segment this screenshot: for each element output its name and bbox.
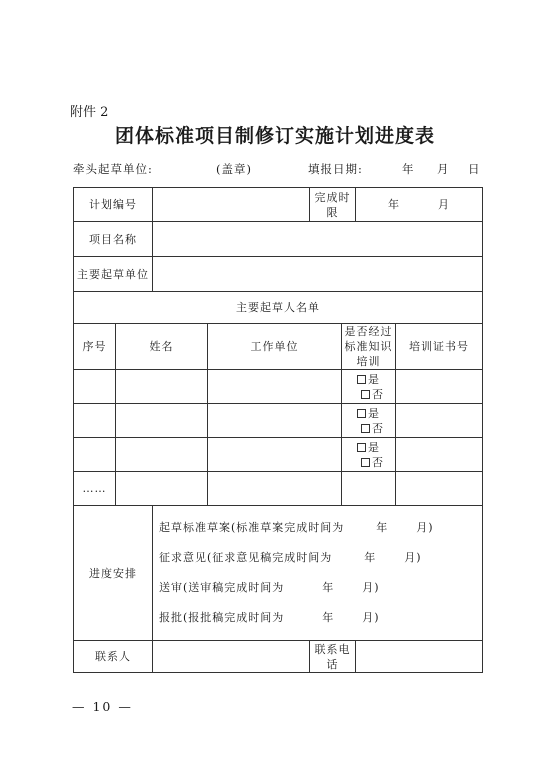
progress-year: 年 (376, 521, 389, 534)
date-year: 年 (402, 162, 415, 176)
checkbox-icon (361, 424, 370, 433)
project-name-row (74, 222, 483, 257)
no-option[interactable] (361, 387, 384, 402)
date-month: 月 (437, 162, 450, 176)
project-name-value[interactable] (153, 222, 483, 257)
col-work-unit: 工作单位 (208, 324, 342, 370)
progress-month: 月) (362, 611, 380, 624)
progress-year: 年 (364, 551, 377, 564)
progress-month: 月) (404, 551, 422, 564)
progress-month: 月) (362, 581, 380, 594)
col-cert-no: 培训证书号 (396, 324, 483, 370)
seq-cell[interactable] (74, 370, 116, 404)
col-trained: 是否经过标准知识培训 (342, 324, 396, 370)
name-cell[interactable] (116, 472, 208, 506)
progress-line-draft (159, 513, 482, 543)
yes-label: 是 (368, 372, 381, 386)
seal-note: (盖章) (216, 162, 252, 176)
progress-text: 起草标准草案(标准草案完成时间为 (159, 521, 345, 534)
table-row (74, 472, 483, 506)
seq-cell[interactable] (74, 438, 116, 472)
drafters-list-title: 主要起草人名单 (74, 292, 483, 324)
table-row (74, 370, 483, 404)
date-day: 日 (468, 162, 481, 176)
progress-line-review (159, 573, 482, 603)
seq-cell[interactable] (74, 404, 116, 438)
plan-number-row (74, 188, 483, 222)
progress-text: 送审(送审稿完成时间为 (159, 581, 285, 594)
progress-row (74, 506, 483, 641)
phone-value[interactable] (356, 641, 483, 673)
progress-text: 报批(报批稿完成时间为 (159, 611, 285, 624)
main-drafting-unit-label: 主要起草单位 (74, 257, 153, 292)
page-number: — 10 — (72, 699, 133, 714)
checkbox-icon (361, 390, 370, 399)
trained-cell (342, 438, 396, 472)
work-unit-cell[interactable] (208, 438, 342, 472)
col-name: 姓名 (116, 324, 208, 370)
plan-number-label: 计划编号 (74, 188, 153, 222)
table-row (74, 438, 483, 472)
cert-no-cell[interactable] (396, 370, 483, 404)
project-name-label: 项目名称 (74, 222, 153, 257)
checkbox-icon (357, 409, 366, 418)
ellipsis-cell: …… (74, 472, 116, 506)
progress-label: 进度安排 (74, 506, 153, 641)
checkbox-icon (357, 375, 366, 384)
yes-option[interactable] (357, 372, 380, 387)
progress-year: 年 (322, 581, 335, 594)
completion-deadline-label: 完成时限 (310, 188, 356, 222)
yes-option[interactable] (357, 440, 380, 455)
name-cell[interactable] (116, 438, 208, 472)
progress-month: 月) (416, 521, 434, 534)
main-drafting-unit-row (74, 257, 483, 292)
work-unit-cell[interactable] (208, 472, 342, 506)
drafters-header-row (74, 324, 483, 370)
checkbox-icon (361, 458, 370, 467)
no-label: 否 (372, 455, 385, 469)
no-option[interactable] (361, 421, 384, 436)
trained-cell[interactable] (342, 472, 396, 506)
cert-no-cell[interactable] (396, 438, 483, 472)
trained-cell (342, 370, 396, 404)
name-cell[interactable] (116, 370, 208, 404)
form-title: 团体标准项目制修订实施计划进度表 (114, 125, 435, 147)
contact-label: 联系人 (74, 641, 153, 673)
progress-year: 年 (322, 611, 335, 624)
fill-date-label: 填报日期: (308, 162, 363, 176)
main-drafting-unit-value[interactable] (153, 257, 483, 292)
progress-text: 征求意见(征求意见稿完成时间为 (159, 551, 333, 564)
progress-schedule (153, 506, 483, 641)
no-label: 否 (372, 421, 385, 435)
lead-unit-label: 牵头起草单位: (73, 162, 153, 176)
cert-no-cell[interactable] (396, 472, 483, 506)
yes-label: 是 (368, 406, 381, 420)
yes-option[interactable] (357, 406, 380, 421)
work-unit-cell[interactable] (208, 404, 342, 438)
name-cell[interactable] (116, 404, 208, 438)
deadline-year: 年 (388, 198, 401, 211)
no-label: 否 (372, 387, 385, 401)
table-row (74, 404, 483, 438)
deadline-month: 月 (438, 198, 451, 211)
trained-cell (342, 404, 396, 438)
checkbox-icon (357, 443, 366, 452)
progress-line-comment (159, 543, 482, 573)
phone-label: 联系电话 (310, 641, 356, 673)
cert-no-cell[interactable] (396, 404, 483, 438)
attachment-label: 附件 2 (70, 105, 109, 120)
plan-number-value[interactable] (153, 188, 310, 222)
completion-deadline-value[interactable] (356, 188, 483, 222)
yes-label: 是 (368, 440, 381, 454)
no-option[interactable] (361, 455, 384, 470)
drafters-list-title-row (74, 292, 483, 324)
progress-line-approval (159, 603, 482, 633)
contact-value[interactable] (153, 641, 310, 673)
col-seq: 序号 (74, 324, 116, 370)
work-unit-cell[interactable] (208, 370, 342, 404)
plan-schedule-table (73, 187, 483, 673)
contact-row (74, 641, 483, 673)
